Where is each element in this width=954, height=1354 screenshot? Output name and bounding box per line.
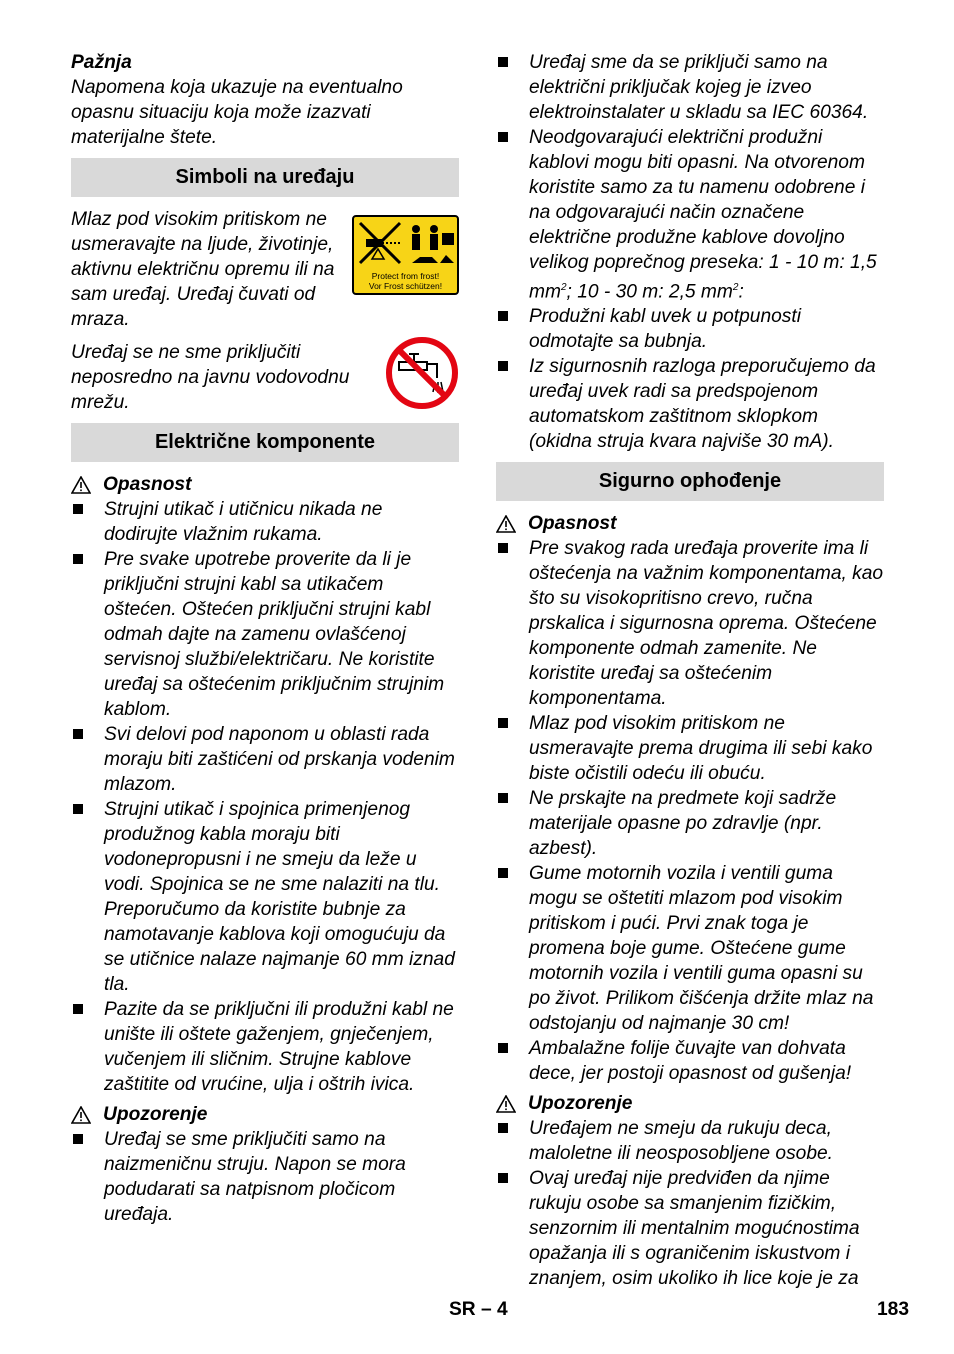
- page-label: SR – 4: [449, 1299, 508, 1320]
- list-item: Ambalažne folije čuvajte van dohvata dece, jer postoji opasnost od gušenja!: [496, 1036, 884, 1086]
- list-item: Pazite da se priključni ili produžni kabl ne unište ili oštete gaženjem, gnječenjem, vučenjem ili sličnim. Strujne kablove zaštitite od vrućine, ulja i oštrih ivica.: [71, 997, 459, 1097]
- section-title-safe-handling: Sigurno ophođenje: [496, 462, 884, 501]
- symbol1-label-b: Vor Frost schützen!: [368, 281, 443, 291]
- cable-text: Neodgovarajući električni produžni kablovi mogu biti opasni. Na otvorenom koristite samo za tu namenu odobrene i na odgovarajući način označene električne produžne kablove dovoljno velikog poprečnog preseka: 1 - 10 m: 1,5 mm: [529, 127, 877, 303]
- page-number: 183: [877, 1299, 910, 1320]
- danger-label: Opasnost: [528, 513, 617, 535]
- symbol-block-1: [71, 207, 459, 332]
- list-item: Produžni kabl uvek u potpunosti odmotajte sa bubnja.: [496, 304, 884, 354]
- warning-triangle-icon: [496, 515, 516, 533]
- list-item: [496, 125, 884, 304]
- cable-text-end: :: [738, 281, 744, 303]
- danger-heading: [496, 511, 884, 536]
- warning-triangle-icon: [71, 476, 91, 494]
- list-item: Mlaz pod visokim pritiskom ne usmeravajte prema drugima ili sebi kako biste očistili odeću ili obuću.: [496, 711, 884, 786]
- list-item: Ne prskajte na predmete koji sadrže materijale opasne po zdravlje (npr. azbest).: [496, 786, 884, 861]
- warning-label: Upozorenje: [103, 1104, 208, 1125]
- symbol1-label-a: Protect from frost!: [371, 271, 440, 281]
- electrical-list-continued: [496, 50, 884, 454]
- danger-heading: [71, 472, 459, 497]
- no-water-mains-icon: [385, 336, 459, 410]
- symbol2-text: Uređaj se ne sme priključiti neposredno na javnu vodovodnu mrežu.: [71, 342, 350, 413]
- caution-label: Pažnja: [71, 52, 132, 73]
- warning-label: Upozorenje: [528, 1093, 633, 1115]
- warning-list-electrical: [71, 1127, 459, 1227]
- warning-triangle-icon: [71, 1106, 91, 1124]
- section-title-electrical: Električne komponente: [71, 423, 459, 462]
- left-column: [71, 50, 459, 1227]
- section-title-symbols: Simboli na uređaju: [71, 158, 459, 197]
- symbol-block-2: [71, 340, 459, 415]
- list-item: Pre svakog rada uređaja proverite ima li oštećenja na važnim komponentama, kao što su visokopritisno crevo, ručna prskalica i sigurnosna oprema. Oštećene komponente odmah zamenite. Ne koristite uređaj sa oštećenim komponentama.: [496, 536, 884, 711]
- symbol1-text: Mlaz pod visokim pritiskom ne usmeravajte na ljude, životinje, aktivnu električnu opremu ili na sam uređaj. Uređaj čuvati od mraza.: [71, 209, 335, 330]
- cable-sup-2: 2: [732, 282, 739, 293]
- caution-text: Napomena koja ukazuje na eventualno opasnu situaciju koja može izazvati materijalne štete.: [71, 77, 403, 148]
- right-column: [496, 50, 884, 1291]
- cable-text-mid: ; 10 - 30 m: 2,5 mm: [566, 281, 733, 303]
- list-item: Strujni utikač i utičnicu nikada ne dodirujte vlažnim rukama.: [71, 497, 459, 547]
- list-item: Uređajem ne smeju da rukuju deca, maloletne ili neosposobljene osobe.: [496, 1116, 884, 1166]
- warning-heading: [71, 1102, 459, 1127]
- danger-list-safe: [496, 536, 884, 1086]
- danger-label: Opasnost: [103, 474, 192, 495]
- list-item: Gume motornih vozila i ventili guma mogu se oštetiti mlazom pod visokim pritiskom i pući. Prvi znak toga je promena boje gume. Oštećene gume motornih vozila i ventili guma opasni su po život. Prilikom čišćenja držite mlaz na odstojanju od najmanje 30 cm!: [496, 861, 884, 1036]
- list-item: Pre svake upotrebe proverite da li je priključni strujni kabl sa utikačem oštećen. Oštećen priključni strujni kabl odmah dajte na zamenu ovlašćenoj servisnoj službi/električaru. Ne koristite uređaj sa oštećenim priključnim strujnim kablom.: [71, 547, 459, 722]
- warning-heading: [496, 1091, 884, 1116]
- list-item: Svi delovi pod naponom u oblasti rada moraju biti zaštićeni od prskanja vodenim mlazom.: [71, 722, 459, 797]
- no-spray-frost-symbol-icon: [352, 215, 459, 295]
- list-item: Iz sigurnosnih razloga preporučujemo da uređaj uvek radi sa predspojenom automatskom zaštitnom sklopkom (okidna struja kvara najviše 30 mA).: [496, 354, 884, 454]
- warning-triangle-icon: [496, 1095, 516, 1113]
- danger-list-electrical: [71, 497, 459, 1097]
- warning-list-safe: [496, 1116, 884, 1291]
- list-item: Uređaj se sme priključiti samo na naizmeničnu struju. Napon se mora podudarati sa natpisnom pločicom uređaja.: [71, 1127, 459, 1227]
- cable-sup-1: 2: [560, 282, 567, 293]
- list-item: Uređaj sme da se priključi samo na električni priključak kojeg je izveo elektroinstalater u skladu sa IEC 60364.: [496, 50, 884, 125]
- list-item: Strujni utikač i spojnica primenjenog produžnog kabla moraju biti vodonepropusni i ne smeju da leže u vodi. Spojnica se ne sme nalaziti na tlu. Preporučumo da koristite bubnje za namotavanje kablova koji omogućuju da se utičnice nalaze najmanje 60 mm iznad tla.: [71, 797, 459, 997]
- list-item: Ovaj uređaj nije predviđen da njime rukuju osobe sa smanjenim fizičkim, senzornim ili mentalnim mogućnostima opažanja ili s ograničenim iskustvom i znanjem, osim ukoliko ih lice koje je za: [496, 1166, 884, 1291]
